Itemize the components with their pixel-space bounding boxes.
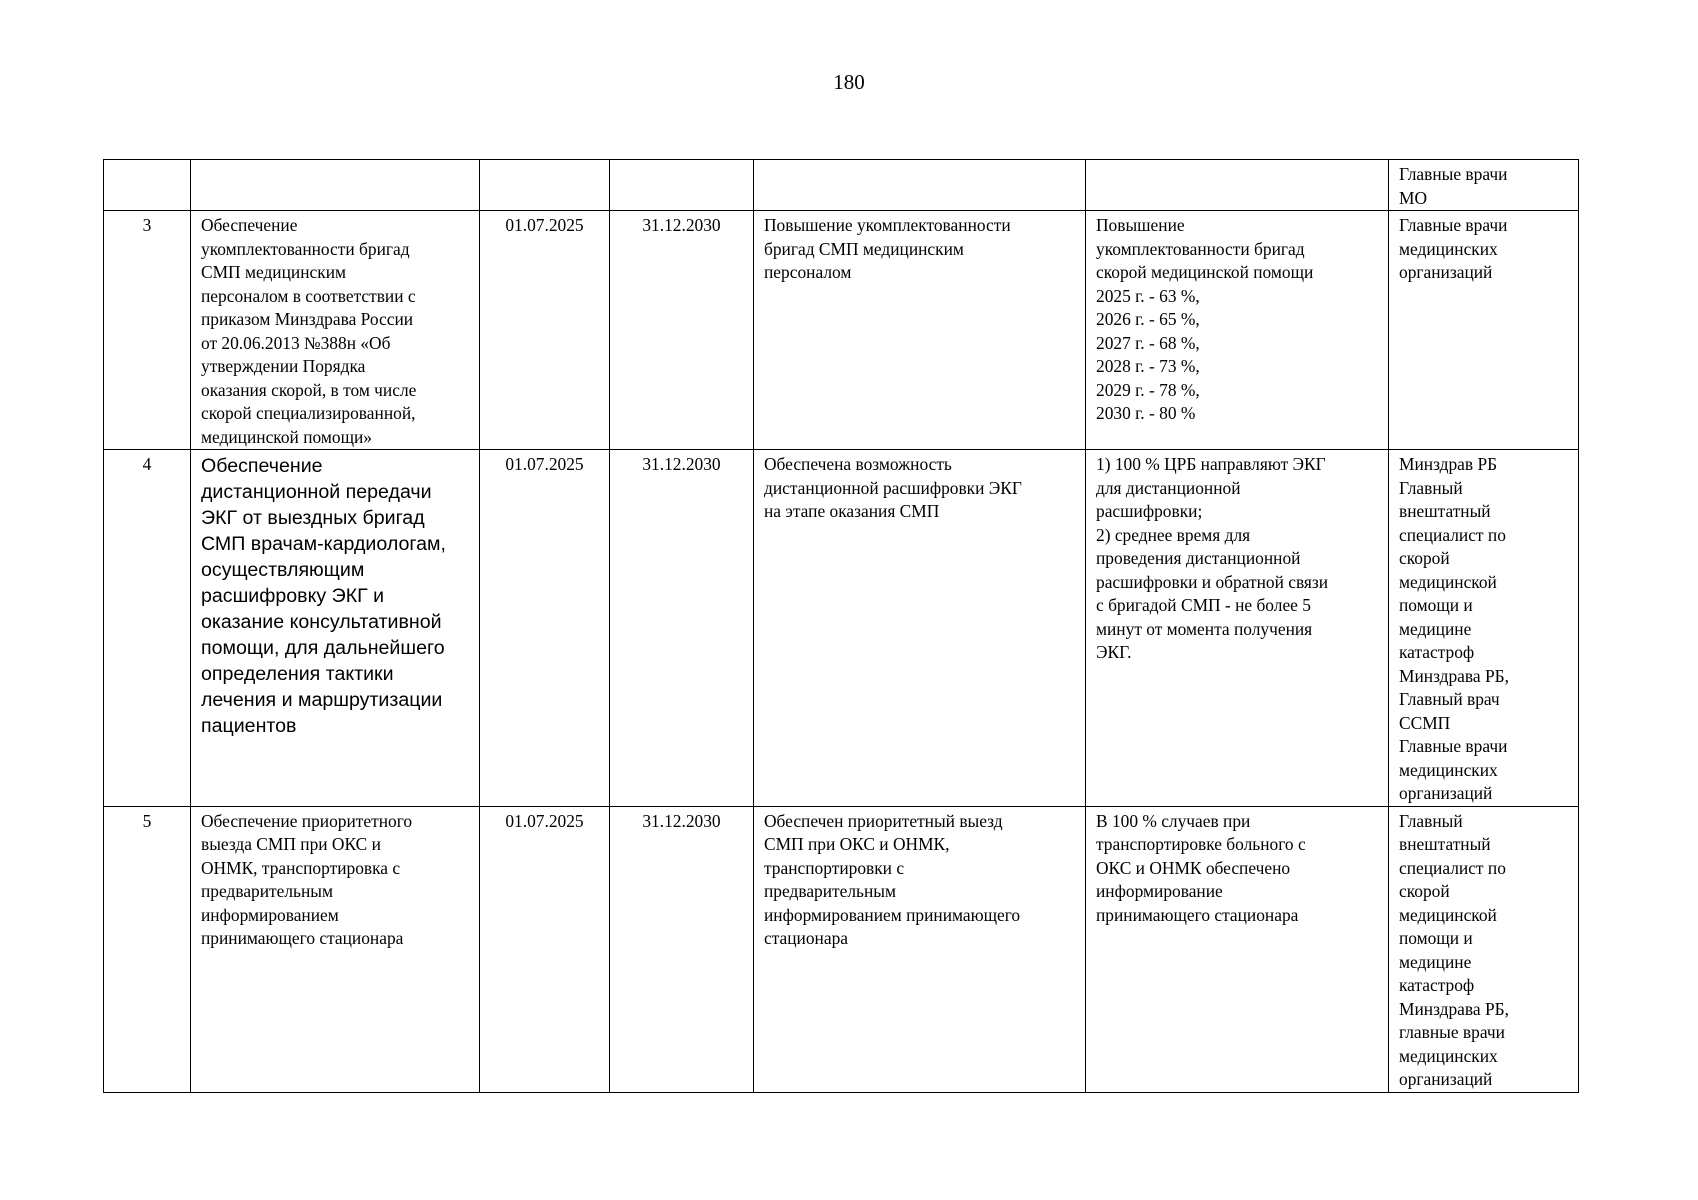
table-row <box>104 450 1579 807</box>
start-date: 01.07.2025 <box>505 215 584 235</box>
cell-indicator <box>1086 211 1389 450</box>
cell-start <box>480 806 610 1092</box>
cell-activity <box>191 450 480 807</box>
row-number: 3 <box>142 215 152 235</box>
cell-end <box>610 806 754 1092</box>
cell-result-empty <box>754 160 1086 211</box>
cell-num <box>104 806 191 1092</box>
activity-text: Обеспечение укомплектованности бригад СМП медицинским персоналом в соответствии с приказом Минздрава России от 20.06.2013 №388н «Об утверждении Порядка оказания скорой, в том числе скорой специализированной, медицинской помощи» <box>201 215 417 447</box>
result-text: Повышение укомплектованности бригад СМП медицинским персоналом <box>764 215 1011 282</box>
action-plan-table <box>103 159 1579 1093</box>
row-number: 4 <box>142 454 152 474</box>
responsible-text: Главные врачи медицинских организаций <box>1399 215 1508 282</box>
table-row <box>104 806 1579 1092</box>
row-number: 5 <box>142 810 152 831</box>
cell-end-empty <box>610 160 754 211</box>
cell-end <box>610 211 754 450</box>
cell-start <box>480 450 610 807</box>
start-date: 01.07.2025 <box>505 810 584 831</box>
cell-responsible <box>1389 211 1579 450</box>
indicator-text: 1) 100 % ЦРБ направляют ЭКГ для дистанционной расшифровки; 2) среднее время для проведения дистанционной расшифровки и обратной связи с бригадой СМП - не более 5 минут от момента получения ЭКГ. <box>1096 454 1329 662</box>
activity-text: Обеспечение приоритетного выезда СМП при ОКС и ОНМК, транспортировка с предварительным информированием принимающего стационара <box>201 810 413 948</box>
cell-activity-empty <box>191 160 480 211</box>
result-text: Обеспечен приоритетный выезд СМП при ОКС и ОНМК, транспортировки с предварительным информированием принимающего стационара <box>764 810 1021 948</box>
responsible-text: Главный внештатный специалист по скорой медицинской помощи и медицине катастроф Минздрава РБ, главные врачи медицинских организаций <box>1399 810 1509 1089</box>
cell-responsible <box>1389 806 1579 1092</box>
table-row <box>104 211 1579 450</box>
cell-end <box>610 450 754 807</box>
indicator-text: В 100 % случаев при транспортировке больного с ОКС и ОНМК обеспечено информирование принимающего стационара <box>1096 810 1306 925</box>
page-number: 180 <box>833 70 865 94</box>
cell-start <box>480 211 610 450</box>
cell-result <box>754 450 1086 807</box>
cell-indicator <box>1086 450 1389 807</box>
cell-responsible <box>1389 160 1579 211</box>
cell-num-empty <box>104 160 191 211</box>
cell-activity <box>191 806 480 1092</box>
table-row-continued <box>104 160 1579 211</box>
cell-indicator-empty <box>1086 160 1389 211</box>
end-date: 31.12.2030 <box>642 454 721 474</box>
cell-result <box>754 806 1086 1092</box>
indicator-text: Повышение укомплектованности бригад скорой медицинской помощи 2025 г. - 63 %, 2026 г. - 65 %, 2027 г. - 68 %, 2028 г. - 73 %, 2029 г. - 78 %, 2030 г. - 80 % <box>1096 215 1314 423</box>
activity-text: Обеспечение дистанционной передачи ЭКГ от выездных бригад СМП врачам-кардиологам, осуществляющим расшифровку ЭКГ и оказание консультативной помощи, для дальнейшего определения тактики лечения и маршрутизации пациентов <box>201 455 446 737</box>
cell-num <box>104 211 191 450</box>
responsible-text: Минздрав РБ Главный внештатный специалист по скорой медицинской помощи и медицине катастроф Минздрава РБ, Главный врач ССМП Главные врачи медицинских организаций <box>1399 454 1509 803</box>
cell-indicator <box>1086 806 1389 1092</box>
cell-responsible <box>1389 450 1579 807</box>
cell-num <box>104 450 191 807</box>
end-date: 31.12.2030 <box>642 810 721 831</box>
end-date: 31.12.2030 <box>642 215 721 235</box>
cell-activity <box>191 211 480 450</box>
result-text: Обеспечена возможность дистанционной расшифровки ЭКГ на этапе оказания СМП <box>764 454 1022 521</box>
start-date: 01.07.2025 <box>505 454 584 474</box>
cell-result <box>754 211 1086 450</box>
cell-start-empty <box>480 160 610 211</box>
responsible-text: Главные врачи МО <box>1399 164 1508 208</box>
